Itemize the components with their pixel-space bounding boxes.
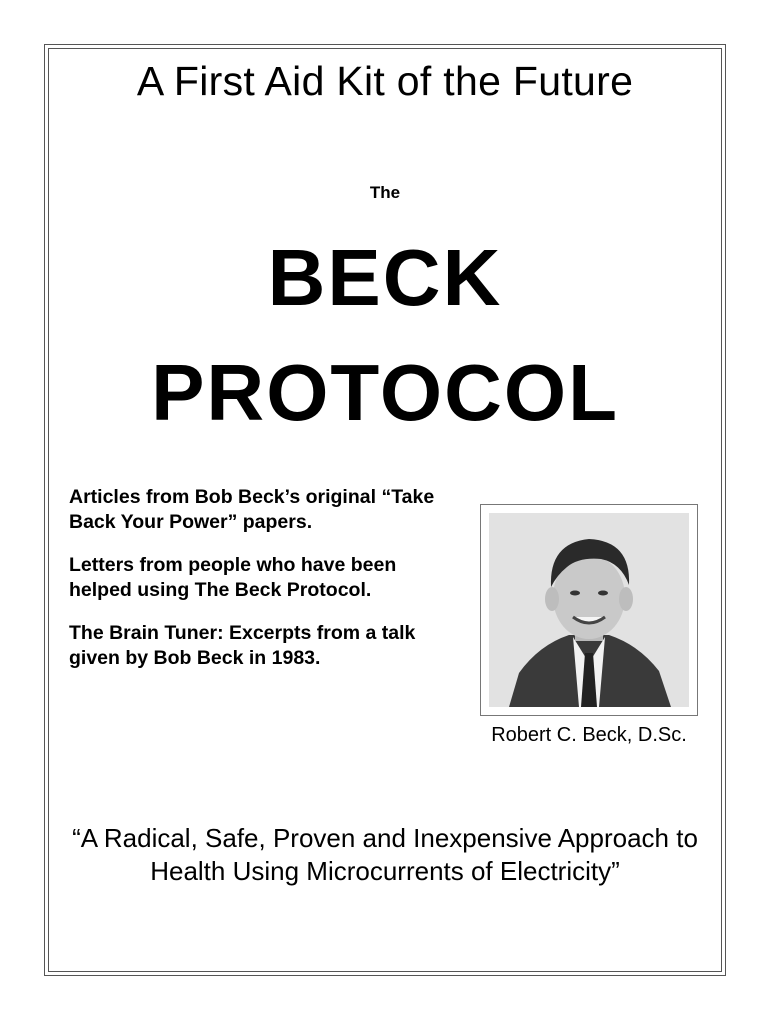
blurb-articles: Articles from Bob Beck’s original “Take Back Your Power” papers. [69, 486, 435, 533]
blurb-brain-tuner: The Brain Tuner: Excerpts from a talk given by Bob Beck in 1983. [69, 622, 416, 669]
tagline-quote: “A Radical, Safe, Proven and Inexpensive Approach to Health Using Microcurrents of Electricity” [72, 823, 698, 886]
author-portrait-illustration [489, 513, 689, 707]
title-article: The [369, 183, 401, 202]
title-line-1: BECK [267, 233, 503, 322]
cover-kicker: A First Aid Kit of the Future [136, 58, 634, 104]
author-photo-frame [480, 504, 698, 716]
photo-caption: Robert C. Beck, D.Sc. [491, 724, 687, 746]
contents-blurbs [69, 485, 449, 689]
blurb-letters: Letters from people who have been helped using The Beck Protocol. [69, 554, 397, 601]
author-photo [489, 513, 689, 707]
title-line-2: PROTOCOL [151, 348, 619, 437]
